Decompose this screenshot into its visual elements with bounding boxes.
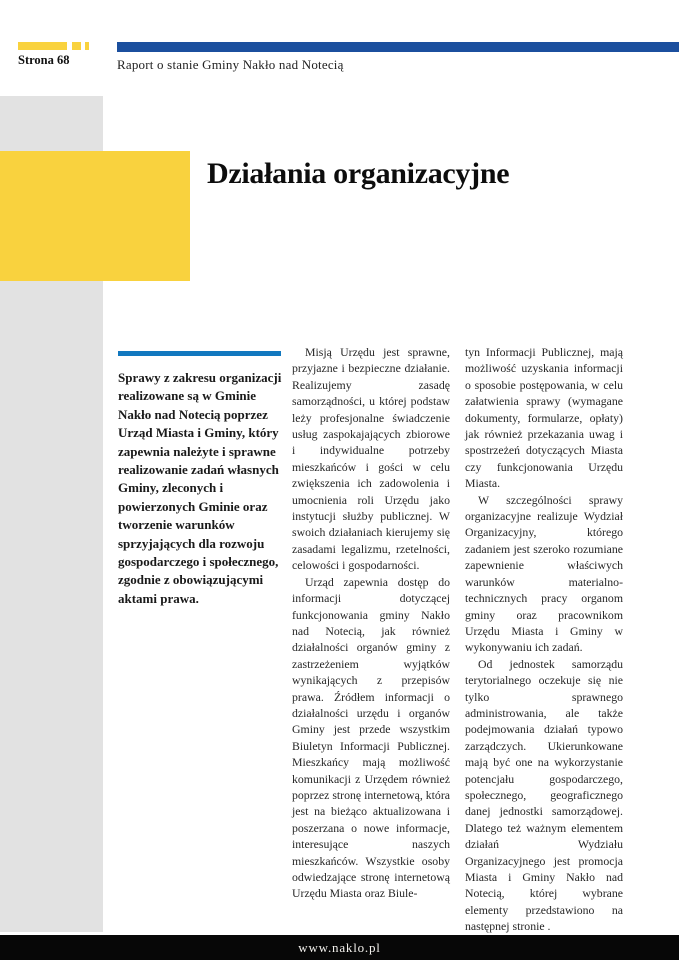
intro-blue-rule [118, 351, 281, 356]
report-header-title: Raport o stanie Gminy Nakło nad Notecią [117, 57, 344, 72]
footer-bar [0, 935, 679, 960]
paragraph: Urząd zapewnia dostęp do informacji dotyczącej funkcjonowania gminy Nakło nad Notecią, jak również działalności organów gminy z zastrzeżeniem wyjątków wynikających z przepisów prawa. Źródłem informacji o działalności urzędu i organów Gminy jest przede wszystkim Biuletyn Informacji Publicznej. Mieszkańcy mają możliwość komunikacji z Urzędem również poprzez stronę internetową, która jest na bieżąco aktualizowana i poszerzana o nowe informacje, interesujące naszych mieszkańców. Wszystkie osoby odwiedzające stronę internetową Urzędu Miasta oraz Biule- [292, 574, 450, 901]
paragraph: Od jednostek samorządu terytorialnego oczekuje się nie tylko sprawnego administrowania, ale także podejmowania działań typowo zarządczych. Ukierunkowane mają być one na wykorzystanie potencjału gospodarczego, społecznego, geograficznego danej jednostki samorządowej. Dlatego też ważnym elementem działań Wydziału Organizacyjnego jest promocja Miasta i Gminy Nakło nad Notecią, której wybrane elementy przedstawiono na następnej stronie . [465, 656, 623, 934]
header-blue-rule [117, 42, 679, 52]
paragraph: Misją Urzędu jest sprawne, przyjazne i bezpieczne działanie. Realizujemy zasadę samorządności, u której podstaw leży profesjonalne świadczenie usług zaspokajających zbiorowe i indywidualne potrzeby mieszkańców i gości w celu zwiększenia ich zadowolenia i umocnienia roli Urzędu jako instytucji służby publicznej. W swoich działaniach kierujemy się zasadami legalizmu, rzetelności, celowości i gospodarności. [292, 345, 450, 573]
paragraph: tyn Informacji Publicznej, mają możliwość uzyskania informacji o sposobie postępowania, w celu załatwienia sprawy (wymagane dokumenty, formularze, opłaty) jak również przekazania uwag i spostrzeżeń dotyczących Miasta czy funkcjonowania Urzędu Miasta. [465, 345, 623, 491]
yellow-mark-thin [85, 42, 89, 50]
body-column-right [465, 344, 623, 935]
yellow-accent-square [0, 151, 190, 281]
yellow-mark-bar [18, 42, 67, 50]
page-number-label: Strona 68 [18, 53, 70, 67]
paragraph: W szczególności sprawy organizacyjne realizuje Wydział Organizacyjny, którego zadaniem jest szeroko rozumiane zapewnienie właściwych warunków materialno-technicznych pracy organom gminy oraz pracownikom Urzędu Miasta i Gminy w wykonywaniu ich zadań. [465, 492, 623, 655]
lead-paragraph: Sprawy z zakresu organizacji realizowane są w Gminie Nakło nad Notecią poprzez Urząd Miasta i Gminy, który zapewnia należyte i sprawne realizowanie zadań własnych Gminy, zleconych i powierzonych Gminie oraz tworzenie warunków sprzyjających dla rozwoju gospodarczego i społecznego, zgodnie z obowiązującymi aktami prawa. [118, 370, 282, 606]
section-title: Działania organizacyjne [207, 157, 510, 190]
footer-url: www.naklo.pl [298, 939, 381, 955]
body-column-middle [292, 344, 450, 902]
yellow-mark-block [72, 42, 81, 50]
lead-column [118, 351, 286, 608]
